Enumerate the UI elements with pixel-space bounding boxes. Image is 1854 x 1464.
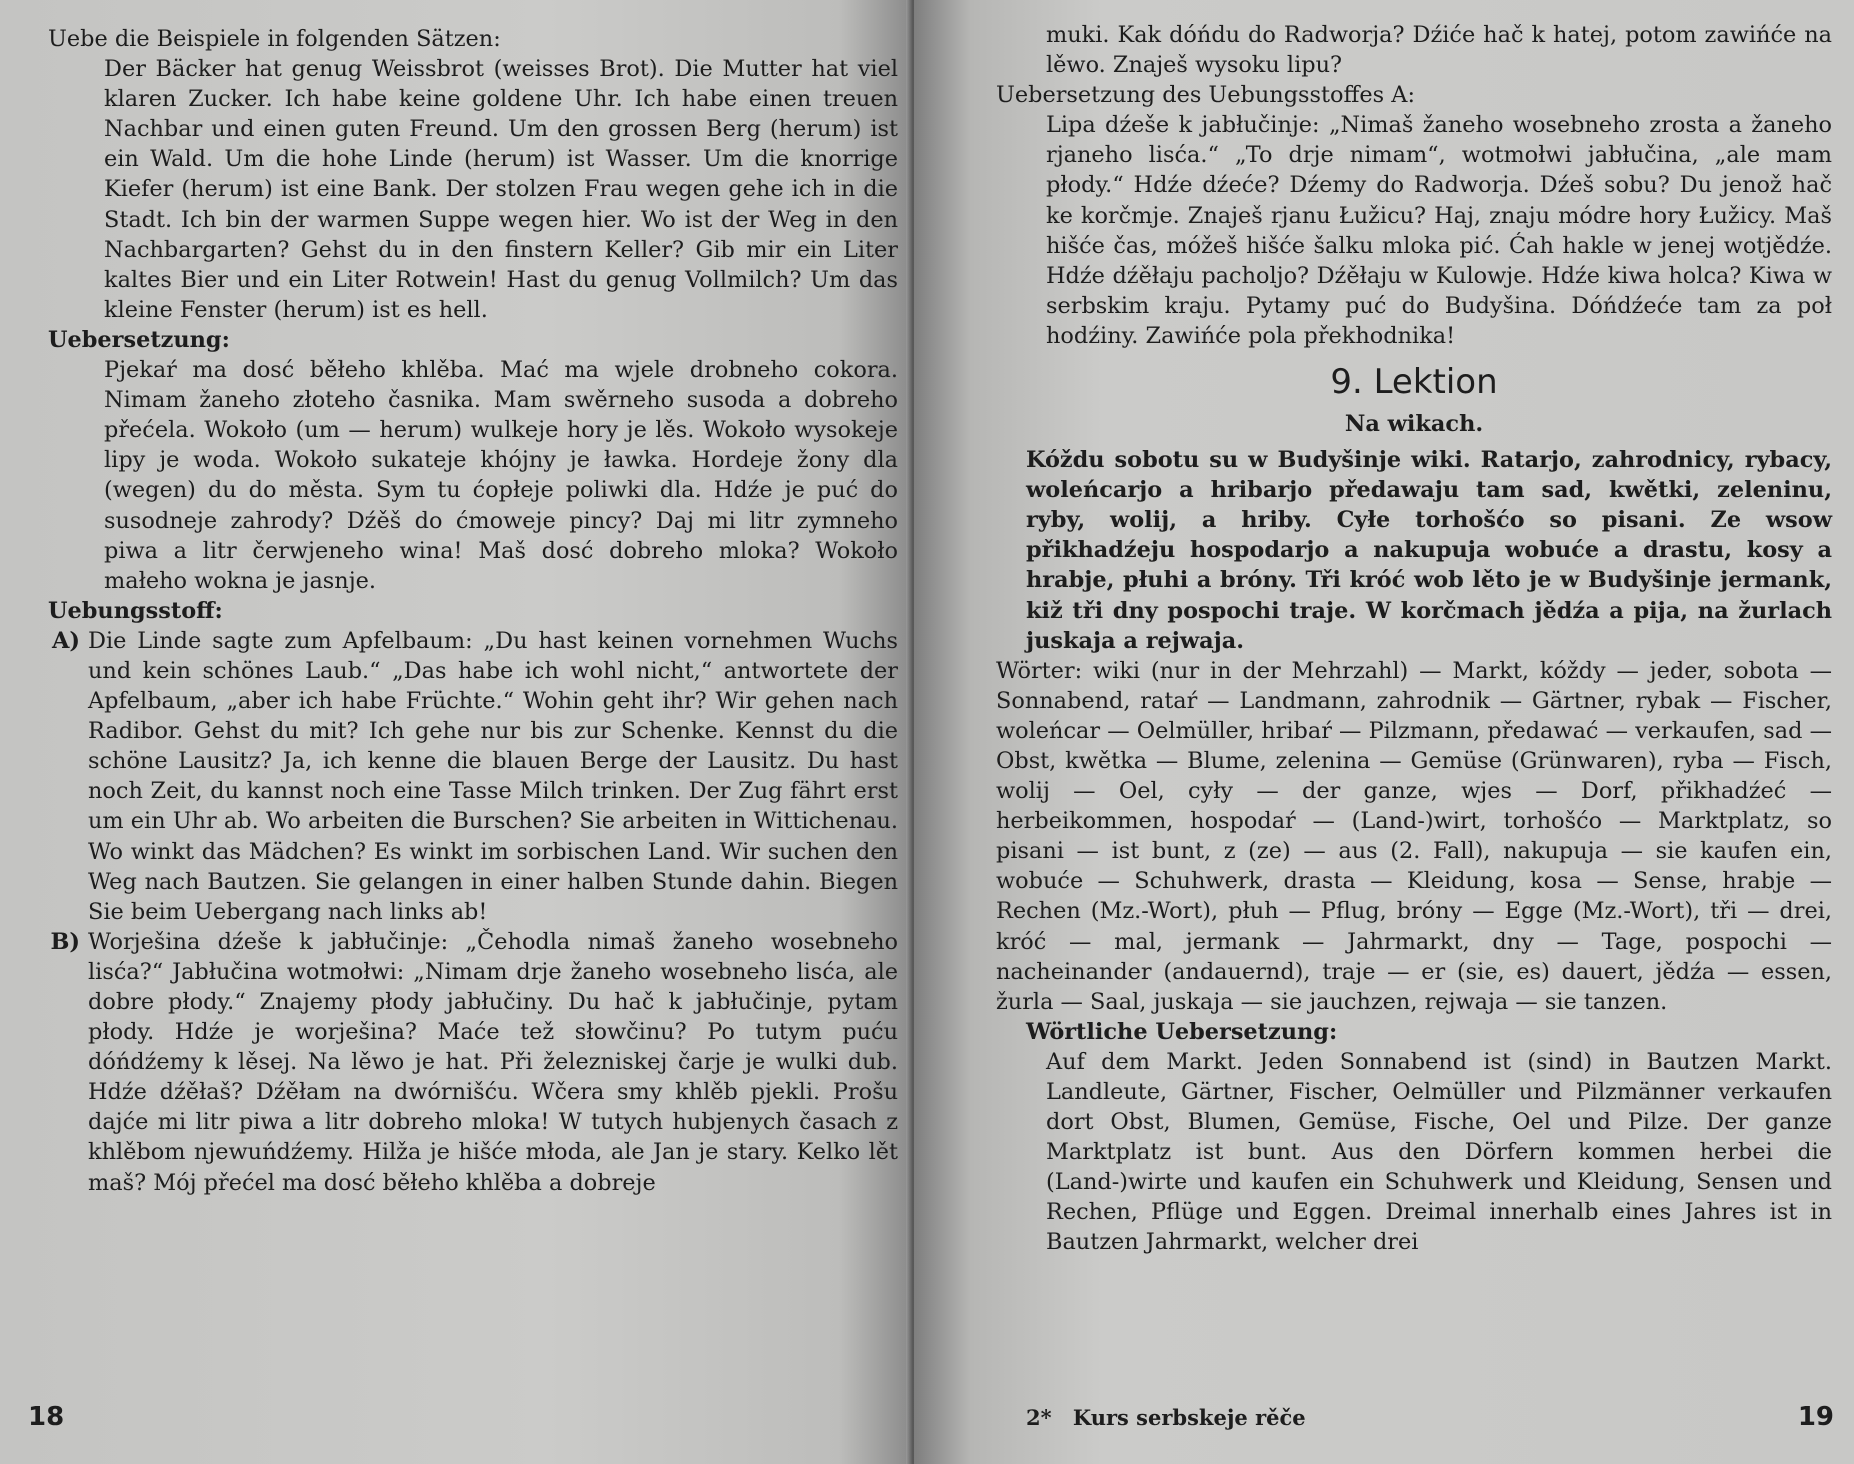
literal-translation-heading: Wörtliche Uebersetzung: xyxy=(1026,1018,1338,1045)
left-page xyxy=(0,0,912,1464)
vocabulary xyxy=(996,656,1832,1017)
exercise-heading: Uebe die Beispiele in folgenden Sätzen: xyxy=(48,26,501,52)
continued-text: muki. Kak dóńdu do Radworja? Dźiće hač k hatej, potom zawińće na lěwo. Znaješ wysoku lipu? xyxy=(1046,22,1832,79)
exercise-a-text: Die Linde sagte zum Apfelbaum: „Du hast keinen vornehmen Wuchs und kein schönes Laub.“ „Das habe ich wohl nicht,“ antwortete der Apfelbaum, „aber ich habe Früchte.“ Wohin geht ihr? Wir gehen nach Radibor. Gehst du mit? Ich gehe nur bis zur Schenke. Kennst du die schöne Lausitz? Ja, ich kenne die blauen Berge der Lausitz. Du hast noch Zeit, du kannst noch eine Tasse Milch trinken. Der Zug fährt erst um ein Uhr ab. Wo arbeiten die Burschen? Sie arbeiten in Wittichenau. Wo winkt das Mädchen? Es winkt im sorbischen Land. Wir suchen den Weg nach Bautzen. Sie gelangen in einer halben Stunde dahin. Biegen Sie beim Uebergang nach links ab! xyxy=(88,627,898,925)
right-page xyxy=(914,0,1854,1464)
lesson-text: Kóždu sobotu su w Budyšinje wiki. Ratarjo, zahrodnicy, rybacy, woleńcarjo a hribarjo předawaju tam sad, kwětki, zeleninu, ryby, wolij, a hriby. Cyłe torhošćo so pisani. Ze wsow přikhadźeju hospodarjo a nakupuja wobuće a drastu, kosy a hrabje, płuhi a bróny. Tři króć wob lěto je w Budyšinje jermank, kiž tři dny pospochi traje. W korčmach jědźa a pija, na žurlach juskaja a rejwaja. xyxy=(1026,447,1832,654)
translation-a-heading: Uebersetzung des Uebungsstoffes A: xyxy=(996,82,1415,109)
german-example-text: Der Bäcker hat genug Weissbrot (weisses Brot). Die Mutter hat viel klaren Zucker. Ich habe keine goldene Uhr. Ich habe einen treuen Nachbar und einen guten Freund. Um den grossen Berg (herum) ist ein Wald. Um die hohe Linde (herum) ist Wasser. Um die knorrige Kiefer (herum) ist eine Bank. Der stolzen Frau wegen gehe ich in die Stadt. Ich bin der warmen Suppe wegen hier. Wo ist der Weg in den Nachbargarten? Gehst du in den finstern Keller? Gib mir ein Liter kaltes Bier und ein Liter Rotwein! Hast du genug Vollmilch? Um das kleine Fenster (herum) ist es hell. xyxy=(104,56,898,323)
exercise-a xyxy=(48,626,898,927)
page-number-right: 19 xyxy=(1797,1402,1834,1432)
exercise-b-label: B) xyxy=(50,928,80,955)
exercise-b xyxy=(48,927,898,1198)
signature-mark: 2* xyxy=(1026,1405,1052,1430)
literal-translation-text: Auf dem Markt. Jeden Sonnabend ist (sind) in Bautzen Markt. Landleute, Gärtner, Fischer, Oelmüller und Pilzmänner verkaufen dort Obst, Blumen, Gemüse, Fische, Oel und Pilze. Der ganze Marktplatz ist bunt. Aus den Dörfern kommen herbei die (Land-)wirte und kaufen ein Schuhwerk und Kleidung, Sensen und Rechen, Pflüge und Eggen. Dreimal innerhalb eines Jahres ist in Bautzen Jahrmarkt, welcher drei xyxy=(1046,1048,1832,1256)
lesson-title: 9. Lektion xyxy=(1330,362,1498,403)
translation-text: Pjekaŕ ma dosć běłeho khlěba. Mać ma wjele drobneho cokora. Nimam žaneho złoteho časnika. Mam swěrneho susoda a dobreho přećela. Wokoło (um — herum) wulkeje hory je lěs. Wokoło wysokeje lipy je woda. Wokoło sukateje khójny je ławka. Hordeje žony dla (wegen) du do města. Sym tu ćopłeje poliwki dla. Hdźe je puć do susodneje zahrody? Dźěš do ćmoweje pincy? Daj mi litr zymneho piwa a litr čerwjeneho wina! Maš dosć dobreho mloka? Wokoło małeho wokna je jasnje. xyxy=(104,357,898,594)
exercise-a-label: A) xyxy=(52,627,80,654)
translation-heading: Uebersetzung: xyxy=(48,326,230,353)
vocabulary-label: Wörter: xyxy=(996,657,1083,684)
vocabulary-list: wiki (nur in der Mehrzahl) — Markt, kóždy — jeder, sobota — Sonnabend, rataŕ — Landmann, zahrodnik — Gärtner, rybak — Fischer, woleńcar — Oelmüller, hribaŕ — Pilzmann, předawać — verkaufen, sad — Obst, kwětka — Blume, zelenina — Gemüse (Grünwaren), ryba — Fisch, wolij — Oel, cyły — der ganze, wjes — Dorf, přikhadźeć — herbeikommen, hospodaŕ — (Land-)wirt, torhošćo — Marktplatz, so pisani — ist bunt, z (ze) — aus (2. Fall), nakupuja — sie kaufen ein, wobuće — Schuhwerk, drasta — Kleidung, kosa — Sense, hrabje — Rechen (Mz.-Wort), płuh — Pflug, bróny — Egge (Mz.-Wort), tři — drei, króć — mal, jermank — Jahrmarkt, dny — Tage, pospochi — nacheinander (andauernd), traje — er (sie, es) dauert, jědźa — essen, žurla — Saal, juskaja — sie jauchzen, rejwaja — sie tanzen. xyxy=(996,657,1832,1015)
translation-a-text: Lipa dźeše k jabłučinje: „Nimaš žaneho wosebneho zrosta a žaneho rjaneho lisća.“ „To drje nimam“, wotmołwi jabłučina, „ale mam płody.“ Hdźe dźeće? Dźemy do Radworja. Dźeš sobu? Du jenož hač ke korčmje. Znaješ rjanu Łužicu? Haj, znaju módre hory Łužicy. Maš hišće čas, móžeš hišće šalku mloka pić. Ćah hakle w jenej wotjědźe. Hdźe dźěłaju pacholjo? Dźěłaju w Kulowje. Hdźe kiwa holca? Kiwa w serbskim kraju. Pytamy puć do Budyšina. Dóńdźeće tam za poł hodźiny. Zawińće pola překhodnika! xyxy=(1046,112,1832,349)
book-title: Kurs serbskeje rěče xyxy=(1072,1405,1306,1430)
page-number-left: 18 xyxy=(28,1402,65,1432)
footer-title xyxy=(1026,1405,1306,1430)
lesson-subtitle: Na wikach. xyxy=(1344,411,1484,438)
exercise-b-text: Worješina dźeše k jabłučinje: „Čehodla nimaš žaneho wosebneho lisća?“ Jabłučina wotmołwi: „Nimam drje žaneho wosebneho lisća, ale dobre płody.“ Znajemy płody jabłučiny. Du hač k jabłučinje, pytam płody. Hdźe je worješina? Maće tež słowčinu? Po tutym puću dóńdźemy k lěsej. Na lěwo je hat. Při železniskej čarje je wulki dub. Hdźe dźěłaš? Dźěłam na dwórnišću. Wčera smy khlěb pjekli. Prošu dajće mi litr piwa a litr dobreho mloka! W tutych hubjenych časach z khlěbom njewuńdźemy. Hilža je hišće młoda, ale Jan je stary. Kelko lět maš? Mój přećel ma dosć běłeho khlěba a dobreje xyxy=(88,928,898,1196)
exercise-material-heading: Uebungsstoff: xyxy=(48,597,223,624)
